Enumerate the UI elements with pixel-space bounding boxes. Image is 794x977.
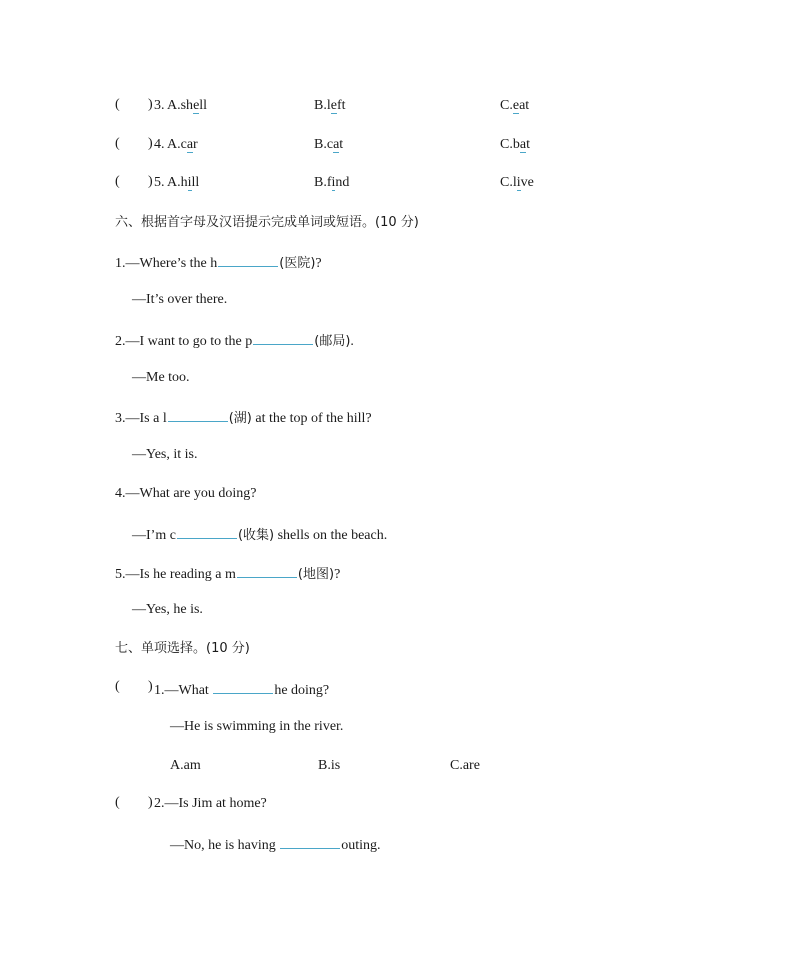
section-6-question-5: 5.—Is he reading a m (地图)? [115, 563, 340, 584]
answer-blank[interactable] [168, 407, 228, 422]
section-6-answer-5: —Yes, he is. [132, 602, 203, 617]
answer-blank[interactable] [218, 252, 278, 267]
section-7-reply-2: —No, he is having outing. [170, 834, 381, 855]
option-b: B.is [318, 758, 341, 773]
answer-blank[interactable] [237, 563, 297, 578]
option-c: C.live [500, 175, 534, 190]
answer-paren-close: ) [148, 174, 153, 189]
section-7-reply-1: —He is swimming in the river. [170, 719, 344, 734]
answer-paren-close: ) [148, 136, 153, 151]
option-c: C.are [450, 758, 480, 773]
answer-blank[interactable] [253, 330, 313, 345]
option-a: A.shell [167, 98, 208, 113]
section-6-title: 六、根据首字母及汉语提示完成单词或短语。(10 分) [115, 215, 419, 230]
section-7-question-2: 2.—Is Jim at home? [154, 796, 267, 811]
section-6-answer-2: —Me too. [132, 370, 190, 385]
section-6-answer-4: —I’m c (收集) shells on the beach. [132, 524, 387, 545]
answer-paren-open[interactable]: ( [115, 679, 120, 694]
option-b: B.find [314, 175, 350, 190]
option-a: A.hill [167, 175, 200, 190]
answer-paren-open[interactable]: ( [115, 97, 120, 112]
answer-paren-close: ) [148, 679, 153, 694]
answer-paren-close: ) [148, 795, 153, 810]
section-7-title: 七、单项选择。(10 分) [115, 641, 250, 656]
answer-blank[interactable] [177, 524, 237, 539]
section-6-answer-1: —It’s over there. [132, 292, 228, 307]
option-a: A.car [167, 137, 198, 152]
section-6-answer-3: —Yes, it is. [132, 447, 198, 462]
question-number: 3. [154, 98, 165, 113]
answer-paren-close: ) [148, 97, 153, 112]
answer-blank[interactable] [280, 834, 340, 849]
question-number: 5. [154, 175, 165, 190]
answer-paren-open[interactable]: ( [115, 136, 120, 151]
answer-paren-open[interactable]: ( [115, 795, 120, 810]
answer-blank[interactable] [213, 679, 273, 694]
section-6-question-4: 4.—What are you doing? [115, 486, 257, 501]
section-6-question-1: 1.—Where’s the h (医院)? [115, 252, 322, 273]
section-7-question-1: 1.—What he doing? [154, 679, 329, 700]
option-c: C.bat [500, 137, 530, 152]
option-b: B.left [314, 98, 346, 113]
answer-paren-open[interactable]: ( [115, 174, 120, 189]
question-number: 4. [154, 137, 165, 152]
option-c: C.eat [500, 98, 530, 113]
section-6-question-2: 2.—I want to go to the p (邮局). [115, 330, 354, 351]
option-a: A.am [170, 758, 201, 773]
option-b: B.cat [314, 137, 344, 152]
section-6-question-3: 3.—Is a l (湖) at the top of the hill? [115, 407, 372, 428]
